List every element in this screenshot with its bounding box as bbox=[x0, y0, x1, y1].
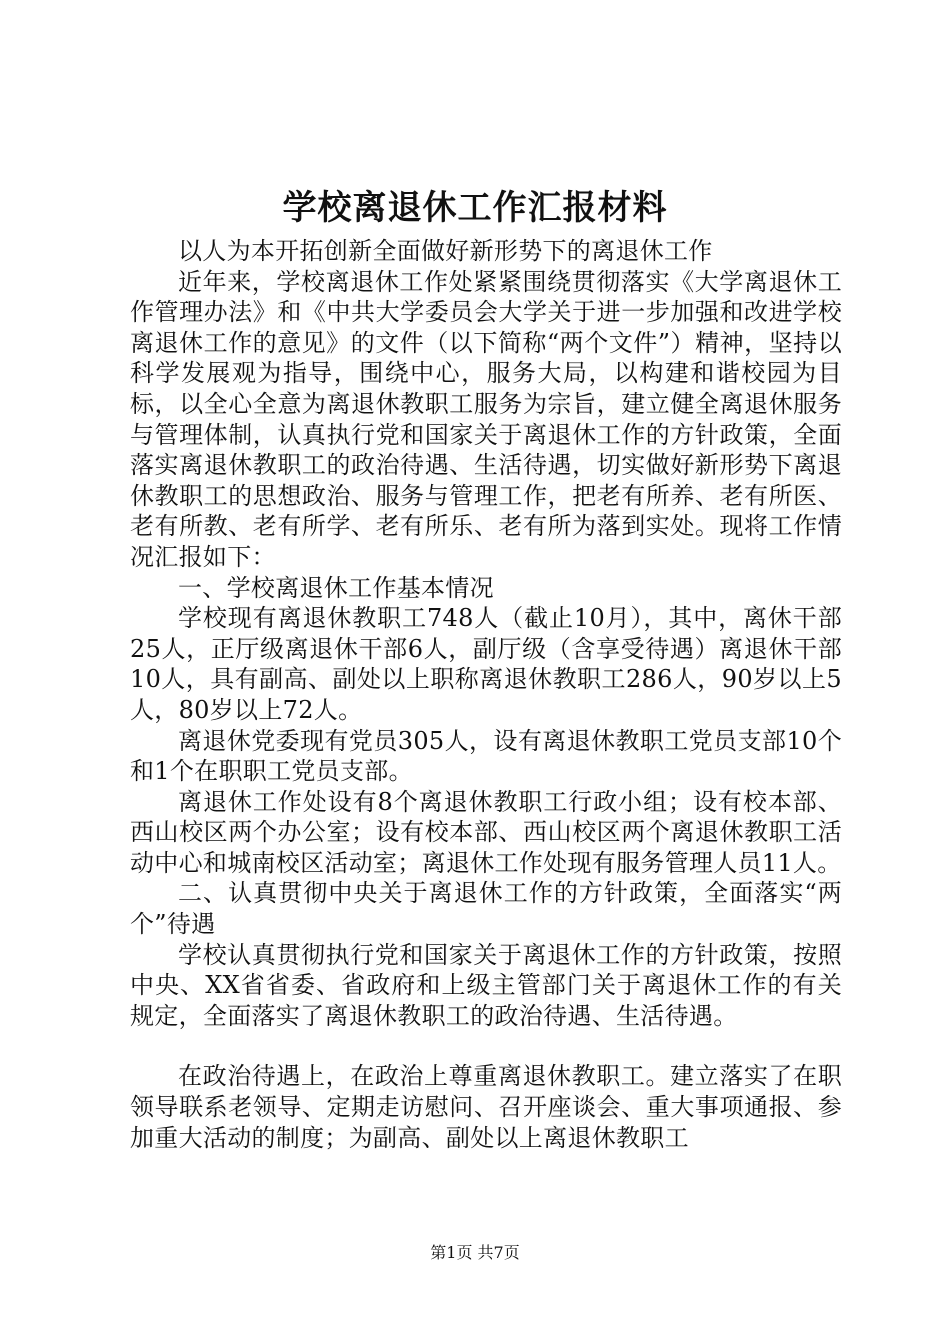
section-heading-1: 一、学校离退休工作基本情况 bbox=[178, 573, 494, 602]
paragraph-political-treatment: 在政治待遇上，在政治上尊重离退休教职工。建立落实了在职领导联系老领导、定期走访慰问、召开座谈会、重大事项通报、参加重大活动的制度；为副高、副处以上离退休教职工 bbox=[130, 1062, 842, 1152]
document-title: 学校离退休工作汇报材料 bbox=[282, 188, 668, 228]
paragraph-office-setup: 离退休工作处设有8个离退休教职工行政小组；设有校本部、西山校区两个办公室；设有校本部、西山校区两个离退休教职工活动中心和城南校区活动室；离退休工作处现有服务管理人员11人。 bbox=[130, 787, 842, 877]
paragraph-policy: 学校认真贯彻执行党和国家关于离退休工作的方针政策，按照中央、XX省省委、省政府和上级主管部门关于离退休工作的有关规定，全面落实了离退休教职工的政治待遇、生活待遇。 bbox=[130, 940, 842, 1030]
section-heading-2: 二、认真贯彻中央关于离退休工作的方针政策，全面落实“两个”待遇 bbox=[130, 879, 842, 939]
paragraph-party-members: 离退休党委现有党员305人，设有离退休教职工党员支部10个和1个在职职工党员支部。 bbox=[130, 726, 842, 786]
paragraph-intro: 近年来，学校离退休工作处紧紧围绕贯彻落实《大学离退休工作管理办法》和《中共大学委员会大学关于进一步加强和改进学校离退休工作的意见》的文件（以下简称“两个文件”）精神，坚持以科学发展观为指导，围绕中心，服务大局，以构建和谐校园为目标，以全心全意为离退休教职工服务为宗旨，建立健全离退休服务与管理体制，认真执行党和国家关于离退休工作的方针政策，全面落实离退休教职工的政治待遇、生活待遇，切实做好新形势下离退休教职工的思想政治、服务与管理工作，把老有所养、老有所医、老有所教、老有所学、老有所乐、老有所为落到实处。现将工作情况汇报如下： bbox=[130, 267, 842, 571]
paragraph-staff-stats: 学校现有离退休教职工748人（截止10月），其中，离休干部25人，正厅级离退休干部6人，副厅级（含享受待遇）离退休干部10人，具有副高、副处以上职称离退休教职工286人，90岁以上5人，80岁以上72人。 bbox=[130, 604, 842, 724]
paragraph-subtitle: 以人为本开拓创新全面做好新形势下的离退休工作 bbox=[178, 237, 713, 265]
page-number: 第1页 共7页 bbox=[430, 1243, 520, 1262]
document-body bbox=[130, 236, 842, 1153]
